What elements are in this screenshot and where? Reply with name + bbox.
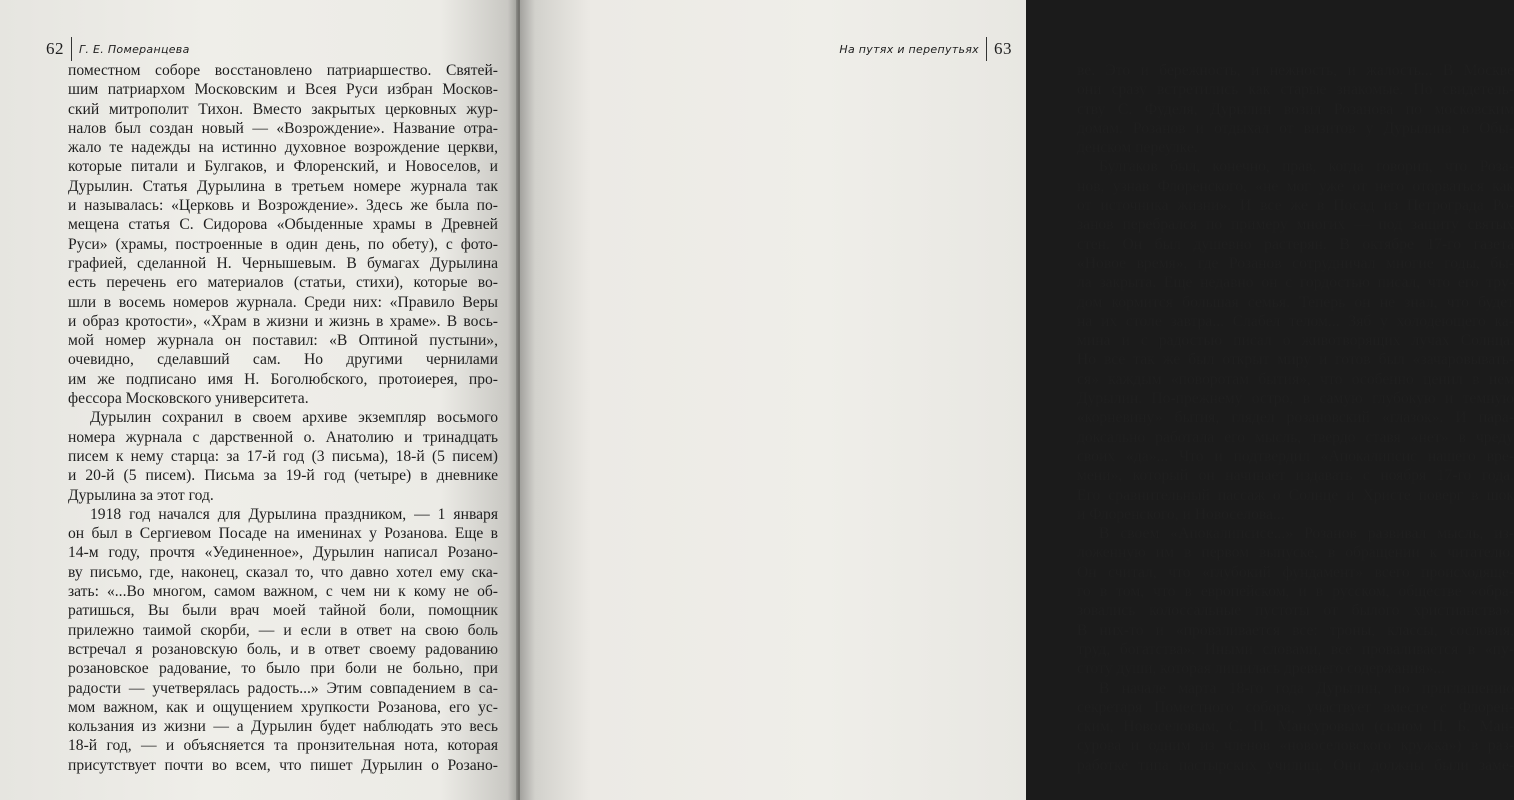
text-line: В своем «Апокалипсисе...» Розанов развивал мысль, из- (1099, 525, 1514, 543)
text-line: от источника жизни». И все же в Посад из Петрограда Ро- (1077, 197, 1514, 215)
text-line: которые питали и Булгаков, и Флоренский, и Новоселов, и (68, 158, 498, 176)
text-line: фессора Московского университета. (68, 390, 309, 408)
header-divider (71, 37, 72, 61)
text-line: и Флоренского, и Новоселова... (1077, 505, 1285, 523)
text-line: секретаря Поместного собора, участвует вместе с Флорен- (1077, 698, 1514, 716)
text-line: графией, сделанной Н. Чернышевым. В бумагах Дурылина (68, 254, 498, 272)
text-line: 1918 год начался для Дурылина праздником, — 1 января (90, 505, 498, 523)
text-line: 14-м году, прочтя «Уединенное», Дурылин написал Розано- (68, 544, 498, 562)
text-line: нов, узнав Флоренского, «не мог уже от него оторваться как (1077, 177, 1514, 195)
text-line: он был в Сергиевом Посаде на именинах у Розанова. Еще в (68, 525, 498, 543)
text-line: мом важном, как и ощущением хрупкости Розанова, его ус- (68, 698, 498, 716)
text-line: Он считал, что «глубокий фундамент» всего происходяще- (1077, 563, 1514, 581)
text-line: поместном соборе восстановлено патриаршество. Святей- (68, 62, 498, 79)
text-line: труд, богатства». Иными словами, все проваливается в «пу- (1077, 640, 1514, 658)
text-line: «Новое время», где Розанов сотрудничал многие годы, бы- (1077, 254, 1514, 272)
text-line: прилежно таимой скорби, — и если в ответ на свою боль (68, 621, 498, 639)
text-line: Дурылин. Статья Дурылина в третьем номере журнала так (68, 177, 498, 195)
text-line: занов перебрался по примеру многих — под защиту святых (1077, 216, 1514, 234)
text-line: жало те надежды на истинно духовное возрождение церкви, (68, 139, 498, 157)
text-line: работке типа пастырских училищ. Они должны были заме- (1077, 756, 1514, 774)
text-line: и называлась: «Церковь и Возрождение». Здесь же была по- (68, 197, 498, 215)
text-line: Дурылин сохранил в своем архиве экземпляр восьмого (90, 409, 498, 427)
text-line: Булгаков был, конечно, прав, когда говорил, что Роза- (1099, 158, 1514, 176)
text-line: Но все так же был открыт миру и готов был «зачаровывать- (1077, 351, 1514, 369)
right-page-header (839, 36, 1012, 62)
text-line: своих «да»... Что и подтвердил «Апокалипсис нашего вре- (1077, 447, 1514, 465)
text-line: сурова и одним из членов «новоселовского кружка») в раз- (1077, 737, 1514, 755)
text-line: «корневину» бытия, глядел розановский «глазок». И пара- (1077, 409, 1514, 427)
text-line: го в том, что в европейском, и в русском, обществе «обра- (1077, 583, 1514, 601)
text-line: мина и с радостью писал о животворящих лучах Солнца. (1077, 332, 1514, 350)
text-line: радости — учетверялась радость...» Этим совпадением в са- (68, 679, 498, 697)
left-running-head: Г. Е. Померанцева (79, 42, 190, 56)
text-line: мени», который он начинает издавать с ноября 17-го года. (1077, 467, 1514, 485)
text-line: денском переулке. (1077, 139, 1198, 157)
text-line: на их столе завтра... Слабел телом... Зяб у холодеющего ка- (1077, 312, 1514, 330)
text-line: дом кормится большая семья. Теперь он не знал, что будет (1077, 293, 1514, 311)
left-page-body (68, 61, 498, 775)
text-line: шли в восемь номеров журнала. Среди них: «Правило Веры (68, 293, 498, 311)
text-line: они сразу встретились как старые знакомые. По свидетель- (1077, 81, 1514, 99)
text-line: ву письмо, где, наконец, сказал то, что давно хотел ему ска- (68, 563, 498, 581)
header-divider (986, 37, 987, 61)
text-line: ложенную им в первом выпуске, в обращении к читателю. (1077, 544, 1514, 562)
text-line: и образ кротости», «Храм в жизни и жизнь в храме». В вось- (68, 312, 498, 330)
text-line: стоту души, которая лишилась древнего содержания»... (1077, 660, 1445, 678)
right-running-head: На путях и перепутьях (839, 42, 979, 56)
text-line: ла закрыта. Еще недавно он с гордостью писал, что его тру- (1077, 274, 1514, 292)
text-line: зовались колоссальные пустоты от былого христианства». (1077, 602, 1514, 620)
text-line: мой номер журнала он поставил: «В Оптиной пустыни», (68, 332, 498, 350)
text-line: зать: «...Во многом, самом важном, с чем ни к кому не об- (68, 583, 498, 601)
text-line: мещена статья С. Сидорова «Обыденные храмы в Древней (68, 216, 498, 234)
text-line: им же подписано имя Н. Боголюбского, протоиерея, про- (68, 370, 498, 388)
text-line: доксально работала его мысль, твердо ставя «нет» в чреду (1077, 428, 1514, 446)
text-line: ве. Это и бережность, и нежность, и жалость... В Москве (1077, 62, 1514, 79)
text-line: 18-й год, — и объясняется та пронзительная нота, которая (68, 737, 498, 755)
text-line: кользания из жизни — а Дурылин будет наблюдать это весь (68, 718, 498, 736)
text-line: В начале марта 18-го года Дурылин, по приглашению (1099, 679, 1514, 697)
text-line: Руси» (храмы, построенные в один день, по обету), с фото- (68, 235, 498, 253)
text-line: ся» каждым «поворотам бытия», что особенно ценил в нем (1077, 370, 1514, 388)
text-line: В них-то и «проваливается все: троны, классы, сословия, (1077, 621, 1514, 639)
text-line: очевидно, сделавший сам. Но другими чернилами (68, 351, 498, 369)
right-page-number: 63 (994, 39, 1012, 58)
text-line: ским, Новоселовым, С. П. Мансуровым (сыном П. Б. Ман- (1077, 718, 1514, 736)
text-line: номера журнала с дарственной о. Анатолию и тринадцать (68, 428, 498, 446)
text-line: Дурылина за этот год. (68, 486, 214, 504)
left-page-number: 62 (46, 39, 64, 58)
text-line: шим патриархом Московским и Всея Руси избран Москов- (68, 81, 498, 99)
text-line: присутствует почти во всем, что пишет Дурылин о Розано- (68, 756, 498, 774)
text-line: Его сравнительный пассаж о Солнце и Христе поверг в шок (1077, 486, 1514, 504)
text-line: домам. Розанов и отдыхал от визитов у Дурылина в Обы- (1077, 119, 1514, 137)
text-line: Дурылин. По-прежнему остро, в самую глубокую и темную (1077, 390, 1514, 408)
text-line: и 20-й (5 писем). Письма за 19-й год (четыре) в дневнике (68, 467, 498, 485)
left-page (0, 0, 518, 800)
text-line: стен. Он был душевно растерян. В октябре 17-го газета (1077, 235, 1514, 253)
text-line: ратишься, Вы были врач моей тайной боли, помощник (68, 602, 498, 620)
left-page-header (46, 36, 190, 62)
text-line: розановское радование, то было при боли не больно, при (68, 660, 498, 678)
text-line: писем к нему старца: за 17-й год (3 письма), 18-й (5 писем) (68, 447, 498, 465)
right-page-body (1077, 61, 1514, 775)
text-line: есть перечень его материалов (статьи, стихи), которые во- (68, 274, 498, 292)
text-line: ству С. Фуделя, Дурылин возил Розанова по московским (1077, 100, 1514, 118)
text-line: встречал я розановскую боль, и в ответ своему радованию (68, 640, 498, 658)
text-line: ский митрополит Тихон. Вместо закрытых церковных жур- (68, 100, 498, 118)
right-page (520, 0, 1514, 800)
text-line: налов был создан новый — «Возрождение». Название отра- (68, 119, 498, 137)
